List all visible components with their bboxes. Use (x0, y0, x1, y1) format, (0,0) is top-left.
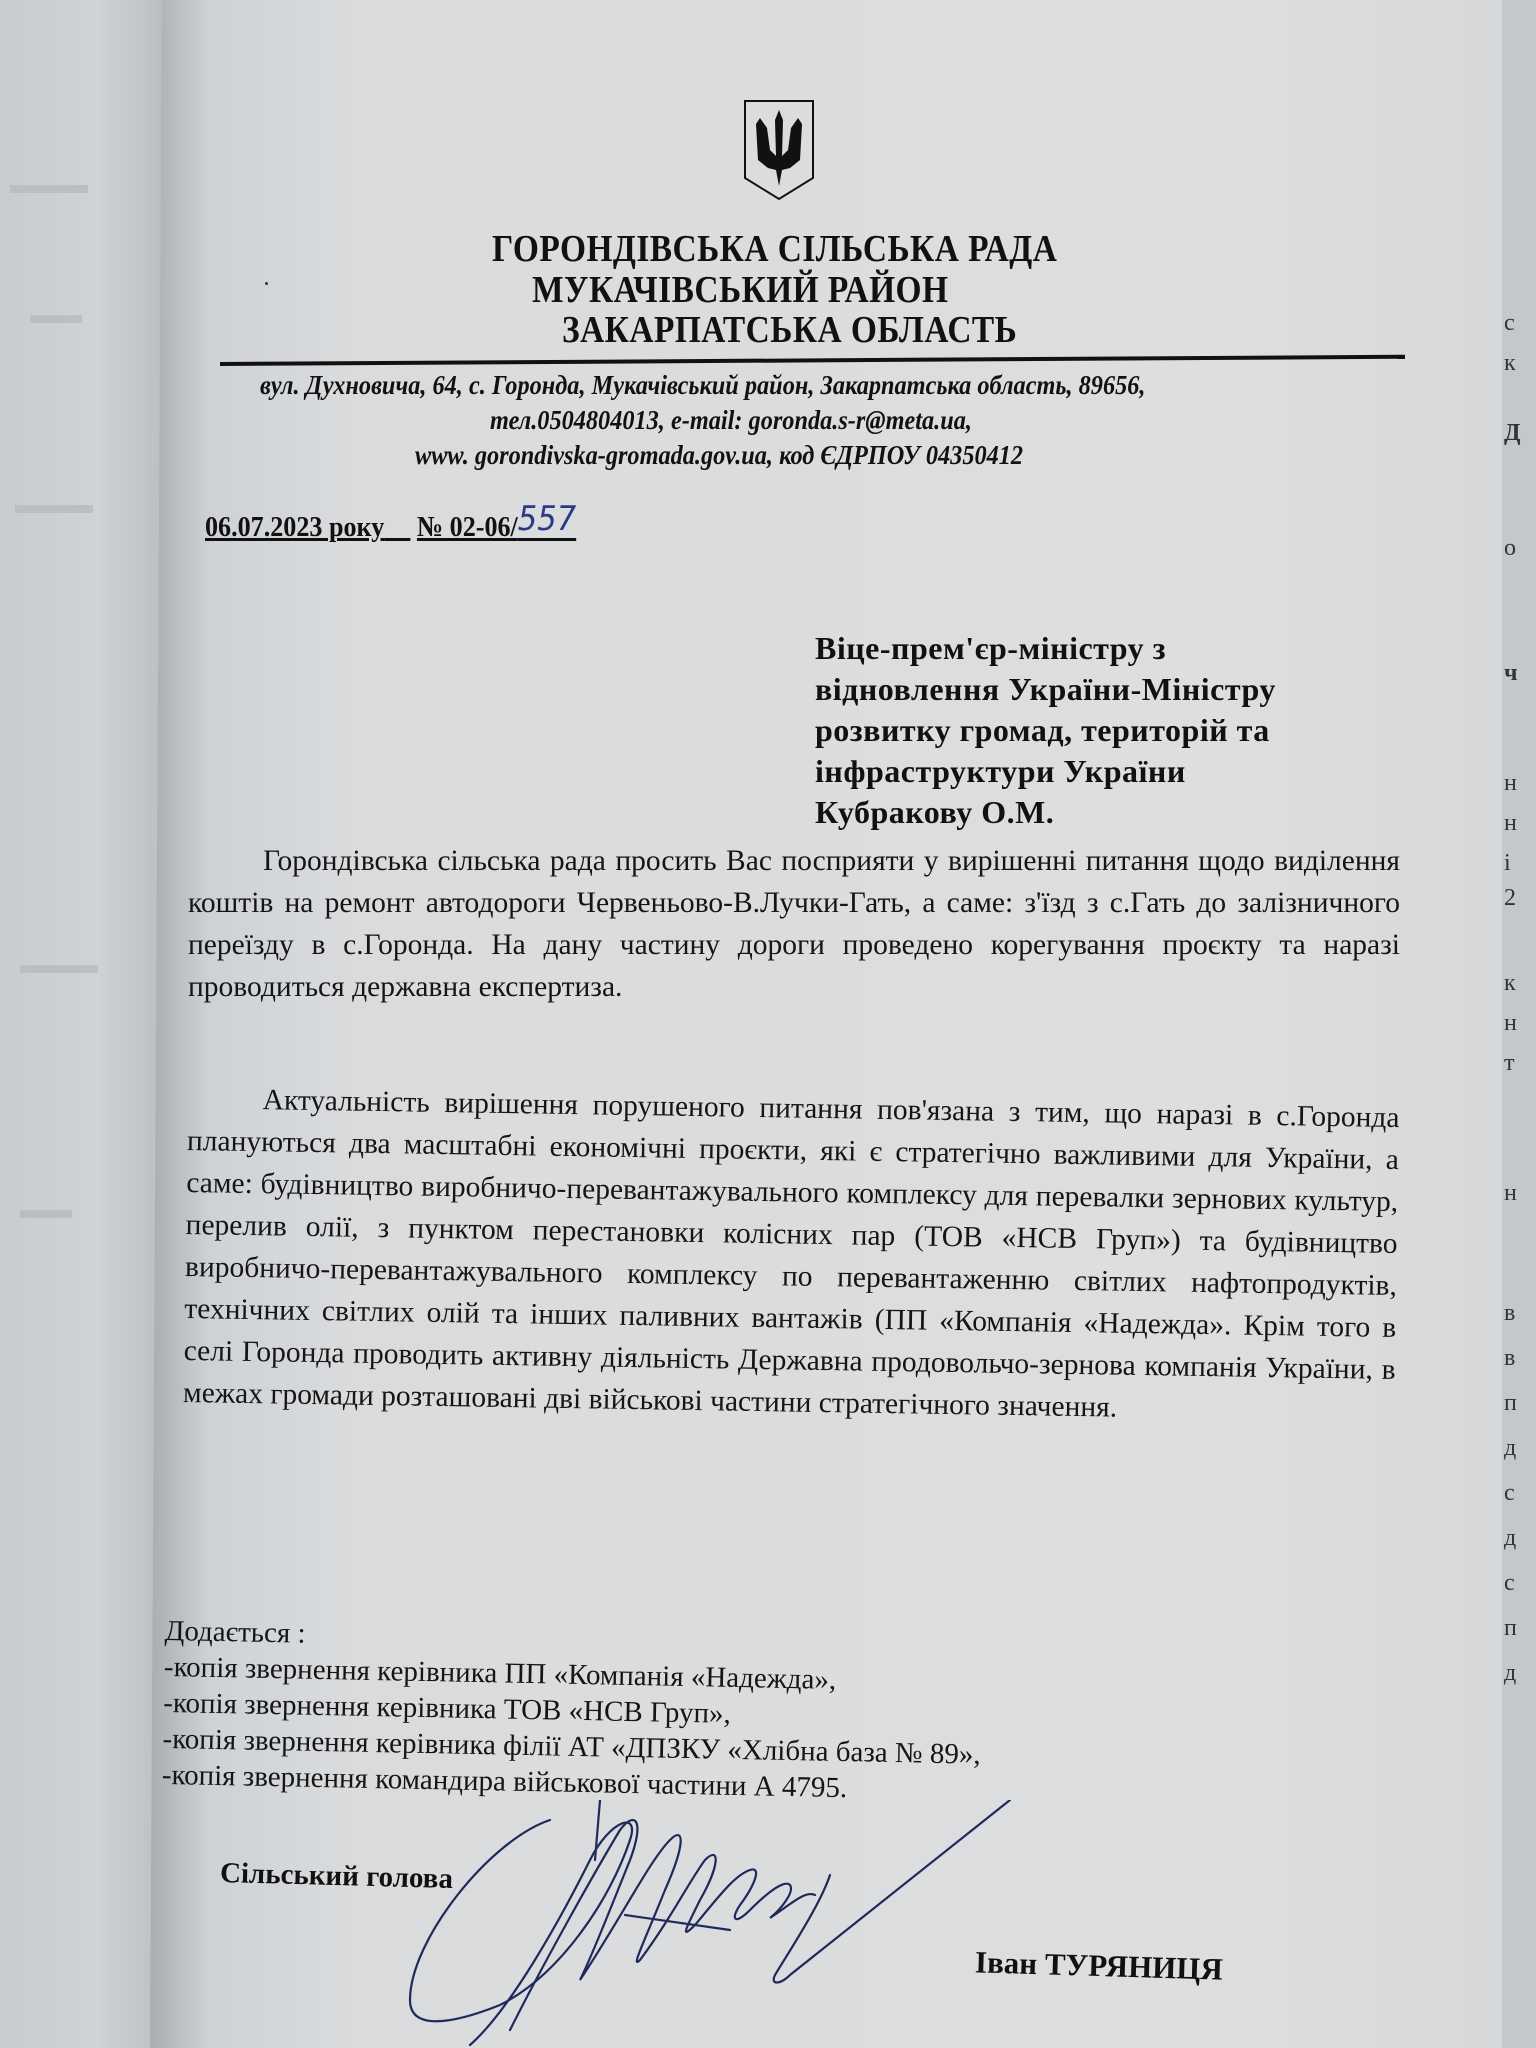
ghost-text: ▬▬ (20, 1195, 72, 1224)
body-paragraph-1 (188, 840, 1400, 1008)
addressee-block (815, 628, 1276, 833)
ghost-text: ▬▬▬ (15, 490, 93, 519)
addressee-line: інфраструктури України (815, 753, 1186, 789)
registration-line (205, 499, 577, 545)
org-name-line: ГОРОНДІВСЬКА СІЛЬСЬКА РАДА (492, 228, 1058, 270)
attachment-item: -копія звернення керівника ПП «Компанія «Надежда», (163, 1650, 837, 1696)
background-page-right: с к Д о ч н н і 2 к н т н в в п д с д с п д (1500, 0, 1536, 2048)
paragraph-text: Горондівська сільська рада просить Вас посприяти у вирішенні питання щодо виділення коштів на ремонт автодороги Червеньово-В.Лучки-Гать, а саме: з'їзд з с.Гать до залізничного переїзду в с.Горонда. На дану частину дороги проведено корегування проєкту та наразі проводиться державна експертиза. (188, 845, 1400, 1003)
addressee-line: Віце-прем'єр-міністру з (815, 630, 1166, 666)
letter-number-prefix: № 02-06/ (416, 511, 518, 543)
trident-emblem-icon (742, 98, 816, 202)
paragraph-text: Актуальність вирішення порушеного питання пов'язана з тим, що наразі в с.Горонда плануються два масштабні економічні проєкти, які є стратегічно важливими для України, а саме: будівництво виробничо-перевантажувального комплексу для перевалки зернових культур, перелив олії, з пунктом перестановки колісних пар (ТОВ «НСВ Груп») та будівництво виробничо-перевантажувального комплексу по перевантаженню світлих нафтопродуктів, технічних світлих олій та інших паливних вантажів (ПП «Компанія «Надежда». Крім того в селі Горонда проводить активну діяльність Державна продовольчо-зернова компанія України, в межах громади розташовані дві військові частини стратегічного значення. (182, 1084, 1400, 1424)
attachment-item: -копія звернення керівника філії АТ «ДПЗКУ «Хлібна база № 89», (162, 1722, 981, 1771)
signer-title: Сільський голова (219, 1856, 454, 1896)
attachment-item: -копія звернення керівника ТОВ «НСВ Груп», (162, 1686, 732, 1730)
handwritten-signature (390, 1800, 1090, 2048)
paper-speck (265, 282, 268, 285)
ghost-text: ▬▬▬ (10, 170, 88, 199)
attachment-item: -копія звернення командира військової частини А 4795. (161, 1758, 848, 1805)
website-code-line: www. gorondivska-gromada.gov.ua, код ЄДРПОУ 04350412 (415, 440, 1024, 470)
addressee-line: розвитку громад, територій та (815, 712, 1270, 748)
attachments-list (162, 1613, 984, 1809)
addressee-line: Кубракову О.М. (815, 794, 1055, 830)
letter-number-handwritten: 557 (517, 499, 577, 539)
letter-date: 06.07.2023 року (205, 511, 385, 543)
signer-name: Іван ТУРЯНИЦЯ (974, 1944, 1224, 1987)
org-region-line: ЗАКАРПАТСЬКА ОБЛАСТЬ (562, 309, 1018, 351)
ghost-text: ▬▬▬ (20, 950, 98, 979)
background-page-left (0, 0, 160, 2048)
ghost-text: ▬▬ (30, 300, 82, 329)
org-district-line: МУКАЧІВСЬКИЙ РАЙОН (532, 269, 949, 311)
addressee-line: відновлення України-Міністру (815, 671, 1276, 707)
attachments-heading: Додається : (164, 1614, 306, 1650)
body-paragraph-2 (183, 1078, 1400, 1433)
contacts-line: тел.0504804013, e-mail: goronda.s-r@meta.ua, (490, 405, 972, 435)
address-line: вул. Духновича, 64, с. Горонда, Мукачівський район, Закарпатська область, 89656, (260, 370, 1146, 400)
